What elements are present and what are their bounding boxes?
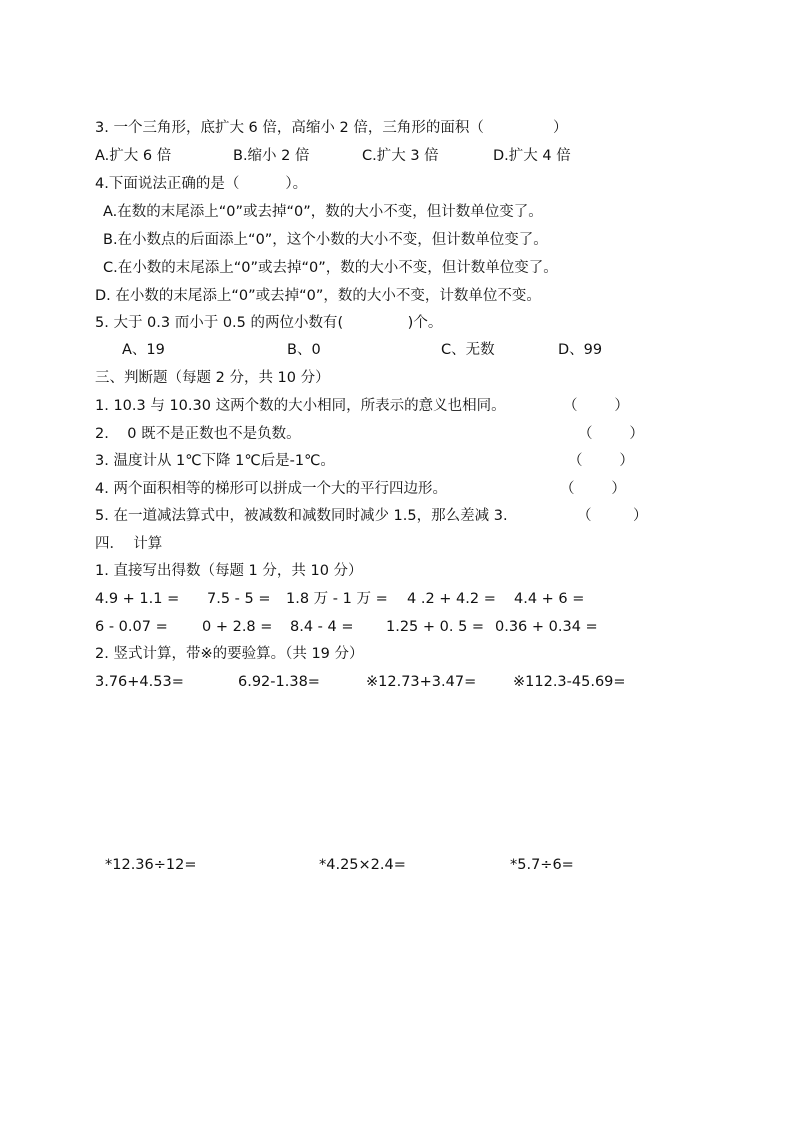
- judge-item-4: 4. 两个面积相等的梯形可以拼成一个大的平行四边形。: [95, 481, 447, 497]
- judge-item-5: 5. 在一道减法算式中，被减数和减数同时减少 1.5，那么差减 3.: [95, 508, 508, 524]
- vertical-calc-3: ※12.73+3.47=: [366, 674, 477, 690]
- question-5-stem: 5. 大于 0.3 而小于 0.5 的两位小数有( )个。: [95, 315, 443, 331]
- question-3-option-b: B.缩小 2 倍: [233, 148, 310, 164]
- question-5-option-b: B、0: [287, 342, 321, 358]
- judge-item-1: 1. 10.3 与 10.30 这两个数的大小相同，所表示的意义也相同。: [95, 398, 506, 414]
- judge-item-2-answer-blank: （ ）: [578, 426, 644, 442]
- question-4-option-b: B.在小数点的后面添上“0”，这个小数的大小不变，但计数单位变了。: [103, 232, 548, 248]
- judge-item-3-answer-blank: （ ）: [568, 453, 634, 469]
- vertical-calc-7: *5.7÷6=: [510, 857, 574, 873]
- question-3-option-c: C.扩大 3 倍: [362, 148, 439, 164]
- question-4-option-a: A.在数的末尾添上“0”或去掉“0”，数的大小不变，但计数单位变了。: [103, 204, 543, 220]
- vertical-calc-1: 3.76+4.53=: [95, 674, 184, 690]
- section-3-heading: 三、判断题（每题 2 分，共 10 分）: [95, 370, 330, 386]
- question-4-option-c: C.在小数的末尾添上“0”或去掉“0”，数的大小不变，但计数单位变了。: [103, 260, 558, 276]
- question-4-stem: 4.下面说法正确的是（ ）。: [95, 176, 308, 192]
- section-4-part-2-heading: 2. 竖式计算，带※的要验算。（共 19 分）: [95, 646, 364, 662]
- judge-item-1-answer-blank: （ ）: [563, 398, 629, 414]
- mental-calc-7: 0 + 2.8 =: [202, 619, 273, 635]
- question-5-option-c: C、无数: [441, 342, 495, 358]
- question-3-option-a: A.扩大 6 倍: [95, 148, 172, 164]
- judge-item-3: 3. 温度计从 1℃下降 1℃后是-1℃。: [95, 453, 335, 469]
- mental-calc-2: 7.5 - 5 =: [207, 591, 271, 607]
- mental-calc-5: 4.4 + 6 =: [514, 591, 585, 607]
- mental-calc-4: 4 .2 + 4.2 =: [407, 591, 496, 607]
- mental-calc-3: 1.8 万 - 1 万 =: [286, 591, 388, 607]
- question-3-stem: 3. 一个三角形，底扩大 6 倍，高缩小 2 倍，三角形的面积（ ）: [95, 120, 568, 136]
- judge-item-5-answer-blank: （ ）: [577, 508, 648, 524]
- question-3-option-d: D.扩大 4 倍: [493, 148, 571, 164]
- vertical-calc-4: ※112.3-45.69=: [513, 674, 626, 690]
- judge-item-2: 2. 0 既不是正数也不是负数。: [95, 426, 301, 442]
- question-5-option-a: A、19: [122, 342, 165, 358]
- vertical-calc-6: *4.25×2.4=: [319, 857, 406, 873]
- question-5-option-d: D、99: [558, 342, 603, 358]
- question-4-option-d: D. 在小数的末尾添上“0”或去掉“0”，数的大小不变，计数单位不变。: [95, 288, 541, 304]
- section-4-part-1-heading: 1. 直接写出得数（每题 1 分，共 10 分）: [95, 563, 363, 579]
- mental-calc-1: 4.9 + 1.1 =: [95, 591, 180, 607]
- section-4-heading: 四． 计算: [95, 536, 163, 552]
- vertical-calc-5: *12.36÷12=: [105, 857, 197, 873]
- mental-calc-9: 1.25 + 0. 5 =: [386, 619, 485, 635]
- mental-calc-10: 0.36 + 0.34 =: [495, 619, 598, 635]
- mental-calc-8: 8.4 - 4 =: [290, 619, 354, 635]
- vertical-calc-2: 6.92-1.38=: [238, 674, 320, 690]
- mental-calc-6: 6 - 0.07 =: [95, 619, 168, 635]
- judge-item-4-answer-blank: （ ）: [560, 481, 626, 497]
